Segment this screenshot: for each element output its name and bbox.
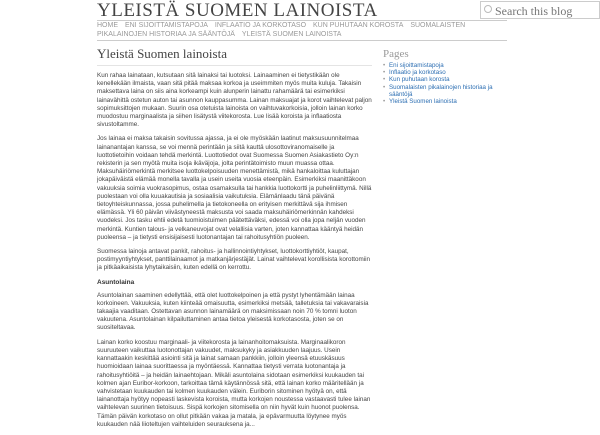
site-title[interactable]: YLEISTÄ SUOMEN LAINOISTA — [97, 0, 378, 21]
section-heading-asuntolaina: Asuntolaina — [97, 278, 135, 286]
sidebar-title: Pages — [383, 48, 409, 60]
search-input[interactable] — [481, 4, 599, 20]
nav-item-pikalainojen-historiaa[interactable]: SUOMALAISTEN PIKALAINOJEN HISTORIAA JA SÄÄNTÖJÄ — [97, 22, 466, 38]
nav-item-home[interactable]: HOME — [97, 22, 118, 29]
paragraph-lenders: Suomessa lainoja antavat pankit, rahoitus- ja hallinnointiyhtykset, luottokorttiyhtiöt, kaupat, postimyyntiyhtykset, panttilainaamot ja matkanjärjestäjät. Lainat vaihtelevat korollisista korottomiin ja pitkäaikaisista lyhytaikaisiin, kuten edellä on kerrottu. — [97, 248, 370, 272]
nav-item-inflaatio[interactable]: INFLAATIO JA KORKOTASO — [214, 22, 307, 29]
sidebar-item[interactable]: • Yleistä Suomen lainoista — [383, 98, 503, 105]
nav-item-yleista-lainoista[interactable]: YLEISTÄ SUOMEN LAINOISTA — [241, 30, 342, 38]
search-icon — [484, 5, 492, 13]
site-header — [97, 0, 507, 20]
sidebar-item[interactable]: • Suomalaisten pikalainojen historiaa ja sääntöjä — [383, 84, 503, 98]
paragraph-mortgage-interest: Lainan korko koostuu marginaali- ja viitekorosta ja lainanhoitomaksuista. Marginaalikoron suuruuteen vaikuttaa luotonottajan vakuudet, maksukyky ja asiakkuuden laajuus. Usein kannattaakin keskittää asiointi sitä ja lainat samaan pankkiin, jolloin yleensä etuuskäsuus huomioidaan lainaa suorittaessa ja myöntäessä. Kannattaa tietysti verrata luotonantaja ja rahoitusyhtiöitä – ja heidän lainaehtojaan. Mikäli asuntolaina sidotaan esimerkiksi kuukauden tai kolmen ajan Euribor-korkoon, tarkoittaa tämä käytännössä sitä, että lainan korko määritellään ja vahvistetaan kuukauden tai kolmen kuukauden välein. Euriborin sitominen hyötyä on, että lainanottaja hyötyy nopeasti laskevista koroista, mutta korkojen noustessa vastaavasti tulee lainan vaihtelevan suurinen tietoisuus. Sispä korkojen sitomisella on niin hyvät kuin huonot puolensa. Tämän päivän korkotaso on ollut pitkään vakaa ja matala, ja epävarmuutta löytynee myös kuukauden nää liioteltujen vaihteluiden seurauksena ja... — [97, 338, 371, 428]
page-title: Yleistä Suomen lainoista — [97, 46, 372, 66]
paragraph-intro: Kun rahaa lainataan, kutsutaan sitä lainaksi tai luotoksi. Lainaaminen ei tietystikään ole kenellekään ilmaista, vaan sitä pitää maksaa korkoa ja useimmiten myös muita kuluja. Takaisin maksettava laina on siis aina korkeampi kuin alunperin lainattu rahamäärä tai esimerkiksi lainavähittä ostetun auton tai asunnon kauppasumma. Lainan maksuajat ja korot vaihtelevat paljon sopimuksittojen mukaan. Suurin osa otetuista lainoista on vaihtuvakorkoisia, jolloin lainan korko muodostuu marginaalista ja siihen lisätystä viitekorosta. Lue lisää koroista ja inflaatiosta sivustoltamme. — [97, 72, 372, 129]
nav-item-eni-sijoittamistapoja[interactable]: ENI SIJOITTAMISTAPOJA — [124, 22, 208, 29]
search-box[interactable] — [480, 1, 600, 19]
paragraph-collection: Jos lainaa ei maksa takaisin sovitussa ajassa, ja ei ole myöskään laatinut maksusuunnitelmaa lainanantajan kanssa, se voi mennä perintään ja siitä kauttä ulosottoviranomaiselle ja luottotietoihin voidaan tehdä merkintä. Luottotiedot ovat Suomessa Suomen Asiakastieto Oy:n rekisterin ja sen myötä muita isoja ikäväjoja, jolta perintätoimisto muun muassa ottaa. Maksuhäiriömerkintä merkitsee luottokelpoisuuden menettämistä, mikä hankaloittaa kuluttajan jokapäiväistä elämää monella tavalla ja usein useita vuosia eteenpäin. Esimerkiksi maanittäkoon vakuuksia soimia vuokrasopimus, ostaa osamaksulla tai hankkia luottokortti ja puhelinliittymä. Nillä puolestaan voi olla kuuakautisia ja sosiaalisia vaikutuksia. Elämänlaadu tänä päivänä tietoyhteiskunnassa, jossa puhelimella ja tietokoneella on erityisen merkittävä sija ihmisen elämässä. Yli 60 päivän viivästyneestä maksusta voi saada maksuhäiriömerkinnän kahdeksi vuodeksi. Jos tasku ehtii edetä tuomioistuimen päätettäväksi, edessä voi olla jopa neljän vuoden merkintä. Kuntien talous- ja velkaneuvojat ovat velallisia varten, joten kannattaa kääntyä heidän puoleensa – ja tietysti ensisijaisesti luotonantajan tai rahoitusyhtiön puoleen. — [97, 135, 372, 241]
paragraph-mortgage-requirements: Asuntolainan saaminen edellyttää, että olet luottokelpoinen ja että pystyt lyhentämään lainaa korkoineen. Vakuuksia, kuten kiinteää omaisuutta, esimerkiksi metsää, talletuksia tai vakavaraisia takaajia vaaditaan. Ostettavan asunnon lainamäärä on maksimissaan noin 70 % tomni luoton vakuutena. Asuntolainan kilpailuttaminen antaa tietoa yleisestä korkotasosta, joten se on suositeltavaa. — [97, 291, 369, 332]
sidebar — [383, 48, 503, 105]
sidebar-item[interactable]: • Eni sijoittamistapoja — [383, 62, 503, 69]
sidebar-item[interactable]: • Inflaatio ja korkotaso — [383, 69, 503, 76]
main-content — [97, 46, 372, 435]
sidebar-item[interactable]: • Kun puhutaan korosta — [383, 76, 503, 83]
nav-item-korosta[interactable]: KUN PUHUTAAN KOROSTA — [313, 22, 404, 29]
top-navigation — [97, 20, 507, 41]
